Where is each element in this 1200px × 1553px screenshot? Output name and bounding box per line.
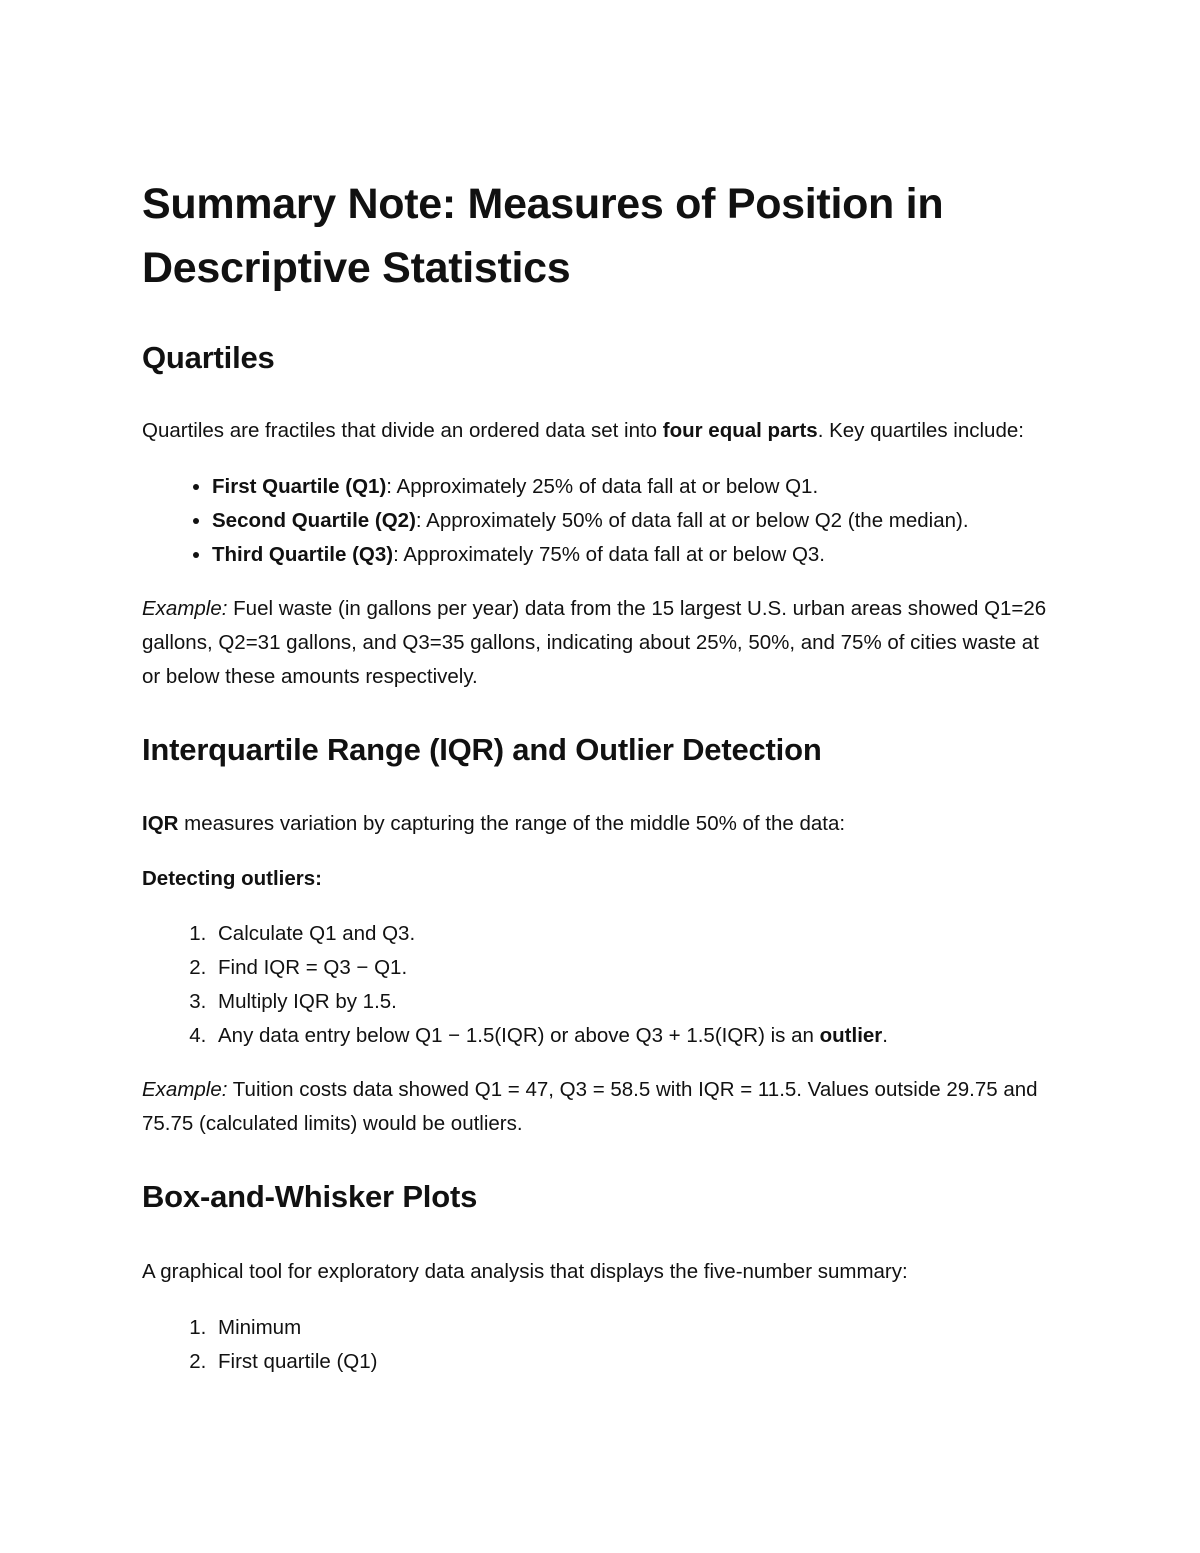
section-heading-boxplot: Box-and-Whisker Plots (142, 1179, 478, 1214)
page-title: Summary Note: Measures of Position in Descriptive Statistics (142, 180, 944, 292)
list-item-text: : Approximately 75% of data fall at or below Q3. (393, 543, 825, 566)
list-item-term: Second Quartile (Q2) (212, 509, 416, 532)
example-label: Example: (142, 1078, 228, 1101)
outlier-term: outlier (819, 1024, 883, 1047)
list-item: 1. Calculate Q1 and Q3. (212, 917, 1062, 951)
quartiles-list (142, 470, 1062, 572)
list-item-text: : Approximately 50% of data fall at or below Q2 (the median). (415, 509, 969, 532)
iqr-term: IQR (142, 812, 179, 835)
fuel-example-paragraph (142, 592, 1062, 694)
list-item: 2. Find IQR = Q3 − Q1. (212, 951, 1062, 985)
quartiles-intro-emphasis: four equal parts (662, 419, 818, 442)
step-text-end: . (882, 1024, 888, 1047)
quartiles-intro-text-end: . Key quartiles include: (817, 419, 1024, 442)
boxplot-definition-paragraph: A graphical tool for exploratory data analysis that displays the five-number summary: (142, 1260, 908, 1283)
list-item (212, 470, 1062, 504)
list-item-term: Third Quartile (Q3) (212, 543, 394, 566)
iqr-definition-text: measures variation by capturing the range of the middle 50% of the data: (178, 812, 846, 835)
outlier-steps-list (142, 917, 1062, 1053)
section-heading-iqr: Interquartile Range (IQR) and Outlier Detection (142, 732, 822, 767)
list-item: 2. First quartile (Q1) (212, 1345, 1062, 1379)
example-text: Fuel waste (in gallons per year) data from the 15 largest U.S. urban areas showed Q1=26 gallons, Q2=31 gallons, and Q3=35 gallons, indicating about 25%, 50%, and 75% of cities waste at or below these amounts respectively. (142, 597, 1047, 688)
quartiles-intro-paragraph (142, 414, 1062, 448)
step-text: Any data entry below Q1 − 1.5(IQR) or above Q3 + 1.5(IQR) is an (218, 1024, 820, 1047)
list-item (212, 504, 1062, 538)
section-heading-quartiles: Quartiles (142, 340, 275, 375)
list-item: 3. Multiply IQR by 1.5. (212, 985, 1062, 1019)
list-item-text: : Approximately 25% of data fall at or below Q1. (386, 475, 819, 498)
list-item (212, 1019, 1062, 1053)
example-label: Example: (142, 597, 228, 620)
detecting-outliers-label: Detecting outliers: (142, 867, 322, 890)
list-item (212, 538, 1062, 572)
list-item: 1. Minimum (212, 1311, 1062, 1345)
document-page (142, 172, 1062, 1379)
example-text: Tuition costs data showed Q1 = 47, Q3 = 58.5 with IQR = 11.5. Values outside 29.75 and 75.75 (calculated limits) would be outliers. (142, 1078, 1038, 1135)
five-number-summary-list (142, 1311, 1062, 1379)
tuition-example-paragraph (142, 1073, 1062, 1141)
iqr-definition-paragraph (142, 807, 1062, 841)
quartiles-intro-text: Quartiles are fractiles that divide an ordered data set into (142, 419, 663, 442)
list-item-term: First Quartile (Q1) (212, 475, 387, 498)
